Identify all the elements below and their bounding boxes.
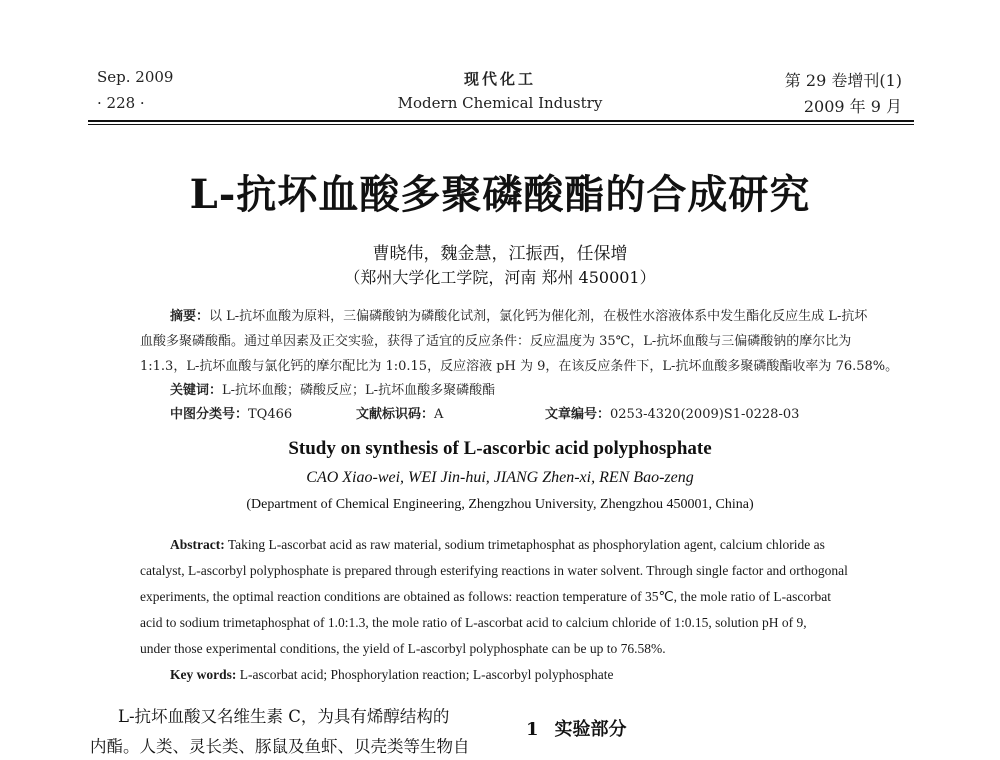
header-rule-thin bbox=[88, 124, 914, 125]
abstract-en-line-4: acid to sodium trimetaphosphat of 1.0:1.3, the mole ratio of L-ascorbat acid to calcium chloride of 1:0.15, solution pH of 9, bbox=[140, 615, 807, 630]
keywords-en-text: L-ascorbat acid; Phosphorylation reaction; L-ascorbyl polyphosphate bbox=[239, 667, 614, 682]
abstract-cn-label: 摘要： bbox=[170, 309, 210, 324]
volume-info: 第 29 卷增刊(1) bbox=[784, 71, 902, 90]
section-number: 1 bbox=[526, 719, 539, 740]
keywords-en-label: Key words: bbox=[170, 667, 237, 682]
abstract-en-line-5: under those experimental conditions, the yield of L-ascorbyl polyphosphate can be up to 76.58%. bbox=[140, 641, 666, 656]
header-rule bbox=[88, 120, 914, 122]
keywords-en bbox=[170, 667, 614, 683]
clc-number: 中图分类号：TQ466 bbox=[170, 407, 293, 422]
keywords-cn bbox=[170, 379, 495, 398]
paper-title-en: Study on synthesis of L-ascorbic acid polyphosphate bbox=[288, 438, 712, 459]
abstract-en-line-2: catalyst, L-ascorbyl polyphosphate is prepared through esterifying reactions in water solvent. Through single factor and orthogonal bbox=[140, 563, 848, 578]
abstract-cn-line-3: 1:1.3，L-抗坏血酸与氯化钙的摩尔配比为 1:0.15，反应溶液 pH 为 9，在该反应条件下，L-抗坏血酸多聚磷酸酯收率为 76.58%。 bbox=[140, 359, 899, 374]
issue-date: 2009 年 9 月 bbox=[803, 97, 902, 116]
body-paragraph-line-2: 内酯。人类、灵长类、豚鼠及鱼虾、贝壳类等生物自 bbox=[90, 737, 470, 756]
keywords-cn-label: 关键词： bbox=[170, 383, 223, 398]
paper-title-cn: L-抗坏血酸多聚磷酸酯的合成研究 bbox=[189, 171, 811, 218]
authors-en: CAO Xiao-wei, WEI Jin-hui, JIANG Zhen-xi, REN Bao-zeng bbox=[306, 469, 694, 486]
abstract-cn-line-2: 血酸多聚磷酸酯。通过单因素及正交实验，获得了适宜的反应条件：反应温度为 35℃，L-抗坏血酸与三偏磷酸钠的摩尔比为 bbox=[140, 334, 852, 349]
abstract-en-line-3: experiments, the optimal reaction conditions are obtained as follows: reaction temperature of 35℃, the mole ratio of L-ascorbat bbox=[140, 589, 832, 604]
keywords-cn-text: L-抗坏血酸；磷酸反应；L-抗坏血酸多聚磷酸酯 bbox=[222, 383, 496, 398]
authors-cn: 曹晓伟，魏金慧，江振西，任保增 bbox=[372, 244, 628, 264]
abstract-en-label: Abstract: bbox=[170, 537, 225, 552]
abstract-en-line-1: Abstract: Taking L-ascorbat acid as raw material, sodium trimetaphosphat as phosphorylation agent, calcium chloride as bbox=[170, 537, 825, 552]
affiliation-cn: （郑州大学化工学院，河南 郑州 450001） bbox=[344, 268, 656, 287]
journal-name-cn: 现代化工 bbox=[463, 70, 536, 88]
header-date: Sep. 2009 bbox=[97, 68, 174, 86]
abstract-cn-line-1: 摘要：以 L-抗坏血酸为原料，三偏磷酸钠为磷酸化试剂，氯化钙为催化剂，在极性水溶液体系中发生酯化反应生成 L-抗坏 bbox=[170, 309, 868, 324]
journal-name-en: Modern Chemical Industry bbox=[397, 94, 603, 112]
page-number: · 228 · bbox=[97, 94, 145, 112]
section-heading bbox=[526, 715, 627, 741]
body-paragraph-line-1: L-抗坏血酸又名维生素 C，为具有烯醇结构的 bbox=[118, 707, 450, 726]
section-title: 实验部分 bbox=[554, 719, 627, 740]
affiliation-en: (Department of Chemical Engineering, Zhengzhou University, Zhengzhou 450001, China) bbox=[246, 497, 754, 512]
document-code: 文献标识码：A bbox=[356, 407, 444, 422]
article-number: 文章编号：0253-4320(2009)S1-0228-03 bbox=[545, 407, 800, 422]
